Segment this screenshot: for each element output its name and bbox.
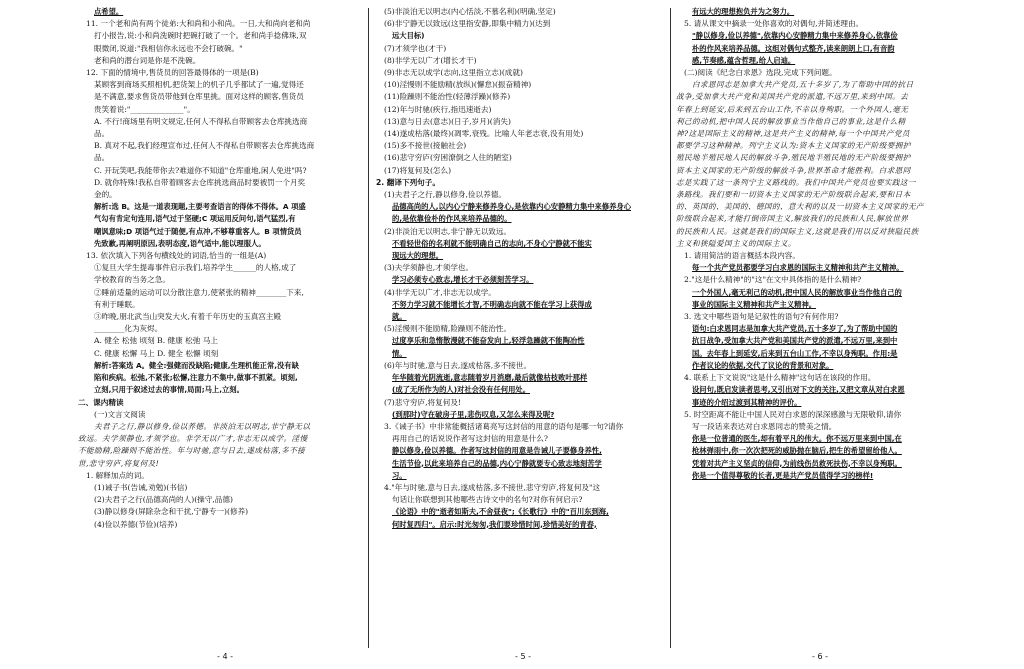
text-line: 12. 下面的情境中,售货员的回答最得体的一项是(B) bbox=[86, 68, 259, 78]
text-line: 句话让你联想到其他哪些古诗文中的名句?对你有何启示? bbox=[392, 495, 583, 505]
text-line: 事业的国际主义精神和共产主义精神。 bbox=[692, 299, 817, 309]
text-line: (9)非志无以成学(志向,这里指立志)(成就) bbox=[384, 68, 523, 78]
text-line: C. 健康 松懈 马上 D. 健全 松懈 顷刻 bbox=[94, 348, 219, 358]
text-line: 习。 bbox=[392, 470, 407, 480]
text-line: ①复旦大学生提毒事件启示我们,培养学生______的人格,成了 bbox=[94, 263, 297, 273]
text-line: 你是一位普通的医生,却有着平凡的伟大。你不远万里来到中国,在 bbox=[692, 434, 902, 444]
column-divider bbox=[368, 8, 369, 648]
text-line: A. 不行!商场里有明文规定,任何人不得私自带顾客去仓库挑选商 bbox=[94, 116, 308, 126]
text-line: (8)非学无以广才(增长才干) bbox=[384, 55, 477, 65]
text-line: 情。 bbox=[392, 348, 407, 358]
text-line: 条路线。我们要和一切资本主义国家的无产阶级联合起来,要和日本 bbox=[676, 190, 911, 200]
text-line: (6)非宁静无以致远(这里指安静,即集中精力)(达到 bbox=[384, 19, 551, 29]
text-line: 写一段话来表达对白求恩同志的赞美之情。 bbox=[692, 421, 837, 431]
text-line: 学习必须专心致志,增长才干必须刻苦学习。 bbox=[392, 275, 534, 285]
text-line: 学校教育的当务之急。 bbox=[94, 275, 170, 285]
text-line: 不能励精,险躁则不能治性。年与时驰,意与日去,遂成枯落,多不接 bbox=[78, 446, 306, 456]
text-line: 立刻,只用于叙述过去的事情,局面;马上,立刻。 bbox=[94, 385, 244, 395]
text-line: 某顾客到商场买照相机,把货架上的机子几乎都试了一遍,觉得还 bbox=[94, 80, 304, 90]
text-line: 的民族和人民。这就是我们的国际主义,这就是我们用以反对狭隘民族 bbox=[676, 226, 919, 236]
text-line: 设问句,既启发读者思考,又引出对下文的关注,又把文章从对白求恩 bbox=[692, 385, 905, 395]
text-line: 世,悲守穷庐,将复何及! bbox=[78, 458, 160, 468]
text-line: 的、英国的、美国的、德国的、意大利的以及一切资本主义国家的无产 bbox=[676, 202, 924, 212]
text-line: 金的。 bbox=[94, 190, 117, 200]
page-number: - 4 - bbox=[217, 652, 233, 661]
text-line: 13. 依次填入下列各句横线处的词语,恰当的一组是(A) bbox=[86, 251, 267, 261]
text-line: 白求恩同志是加拿大共产党员,五十多岁了,为了帮助中国的抗日 bbox=[692, 80, 914, 90]
text-line: 凭着对共产主义坚贞的信仰,为前线伤员救死扶伤,不幸以身殉职。 bbox=[692, 458, 902, 468]
text-line: (5)淫慢则不能励精,险躁则不能治性。 bbox=[384, 324, 512, 334]
text-line: 殖民地半殖民地人民的解放斗争,殖民地半殖民地的无产阶级要拥护 bbox=[676, 153, 911, 163]
text-line: 陷和疾病。松弛,不紧张;松懈,注意力不集中,做事不抓紧。顷刻, bbox=[94, 373, 298, 383]
text-line: (成了无所作为的人)对社会没有任何用处。 bbox=[392, 385, 531, 395]
text-line: 事迹的介绍过渡到其精神的评价。 bbox=[692, 397, 802, 407]
text-line: 解析:选 B。这是一道表现题,主要考查语言的得体不得体。A 项盛 bbox=[94, 202, 306, 212]
text-line: 都要学习这种精神。列宁主义认为:资本主义国家的无产阶级要拥护 bbox=[676, 141, 911, 151]
text-line: 利己的动机,把中国人民的解放事业当作他自己的事业,这是什么精 bbox=[676, 116, 906, 126]
text-line: 感,节奏感,蕴含哲理,给人启迪。 bbox=[692, 55, 796, 65]
text-line: 打小报告,说:小和尚洗碗时把碗打破了一个。老和尚手捻佛珠,双 bbox=[94, 31, 307, 41]
text-line: (14)遂成枯落(最终)(凋零,衰残。比喻人年老志衰,没有用处) bbox=[384, 129, 584, 139]
text-line: 生活节俭,以此来培养自己的品德,内心宁静就要专心致志地刻苦学 bbox=[392, 458, 602, 468]
text-line: D. 就你特殊!我私自带着顾客去仓库挑选商品时要被罚一个月奖 bbox=[94, 177, 306, 187]
text-line: (1)夫君子之行,静以修身,俭以养德。 bbox=[384, 190, 506, 200]
text-line: 每一个共产党员都要学习白求恩的国际主义精神和共产主义精神。 bbox=[692, 263, 904, 273]
text-line: 2. 翻译下列句子。 bbox=[376, 177, 440, 187]
page-number: - 6 - bbox=[812, 652, 828, 661]
text-line: C. 开玩笑吧,我能带你去?难道你不知道"仓库重地,闲人免进"吗? bbox=[94, 165, 307, 175]
text-line: 1. 解释加点的词。 bbox=[86, 470, 149, 480]
text-line: "静以修身,俭以养德",依靠内心安静精力集中来修养身心,依靠俭 bbox=[692, 31, 898, 41]
column-page-6 bbox=[676, 6, 960, 646]
text-line: (13)意与日去(意志)(日子,岁月)(消失) bbox=[384, 116, 511, 126]
text-line: 静以修身,俭以养德。作者写这封信的用意是告诫儿子要修身养性, bbox=[392, 446, 602, 456]
text-line: 夫君子之行,静以修身,俭以养德。非淡泊无以明志,非宁静无以 bbox=[94, 421, 311, 431]
column-page-4 bbox=[78, 6, 360, 646]
text-line: 眼微闭,说道:"我相信你永远也不会打破碗。" bbox=[94, 43, 243, 53]
text-line: 点希望。 bbox=[94, 7, 124, 16]
text-line: ________化为灰烬。 bbox=[94, 324, 163, 334]
text-line: (12)年与时驰(疾行,指迅速逝去) bbox=[384, 104, 492, 114]
text-line: 再用自己的话说说作者写这封信的用意是什么? bbox=[392, 434, 548, 444]
text-line: 一个外国人,毫无利己的动机,把中国人民的解放事业当作他自己的 bbox=[692, 287, 902, 297]
text-line: (到那时)守在破房子里,悲伤叹息,又怎么来得及呢? bbox=[392, 409, 555, 419]
text-line: 资本主义国家的无产阶级的解放斗争,世界革命才能胜利。白求恩同 bbox=[676, 165, 911, 175]
text-line: 气勾有肯定句连用,语气过于坚硬;C 项运用反问句,语气猛烈,有 bbox=[94, 214, 296, 224]
text-line: (17)将复何及(怎么) bbox=[384, 165, 452, 175]
text-line: (二)阅读《纪念白求恩》选段,完成下列问题。 bbox=[684, 68, 837, 78]
text-line: 贵笑着说:"______________"。 bbox=[94, 104, 195, 114]
text-line: 不看轻世俗的名利就不能明确自己的志向,不身心宁静就不能实 bbox=[392, 238, 592, 248]
text-line: 就。 bbox=[392, 312, 407, 322]
text-line: 语句:白求恩同志是加拿大共产党员,五十多岁了,为了帮助中国的 bbox=[692, 324, 898, 334]
text-line: 二、课内精读 bbox=[78, 397, 124, 407]
text-line: 1. 请用简洁的语言概括本段内容。 bbox=[684, 251, 800, 261]
text-line: 何时复西归"。启示:时光匆匆,我们要珍惜时间,珍惜美好的青春, bbox=[392, 519, 597, 529]
text-line: (3)静以修身(屏除杂念和干扰,宁静专一)(修养) bbox=[94, 507, 249, 517]
text-line: 2."这是什么精神"的"这"在文中具体指的是什么精神? bbox=[684, 275, 862, 285]
text-line: (7)悲守穷庐,将复何及! bbox=[384, 397, 461, 407]
text-line: (10)淫慢则不能励精(放纵)(懈怠)(振奋精神) bbox=[384, 80, 532, 90]
column-divider bbox=[670, 8, 671, 648]
text-line: 抗日战争,受加拿大共产党和美国共产党的派遣,不远万里,来到中 bbox=[692, 336, 898, 346]
text-line: (16)悲守穷庐(穷困潦倒之人住的陋室) bbox=[384, 153, 512, 163]
text-line: 5. 请从课文中摘录一处你喜欢的对偶句,并简述理由。 bbox=[684, 19, 864, 29]
text-line: 现远大的理想。 bbox=[392, 251, 444, 261]
text-line: 4."年与时驰,意与日去,遂成枯落,多不接世,悲守穷庐,将复何及"这 bbox=[384, 482, 601, 492]
text-line: B. 真对不起,我们经理宣布过,任何人不得私自带顾客去仓库挑选商 bbox=[94, 141, 315, 151]
text-line: (6)年与时驰,意与日去,遂成枯落,多不接世。 bbox=[384, 360, 532, 370]
text-line: 先致歉,再阐明原因,表明态度,语气适中,能以理服人。 bbox=[94, 238, 266, 248]
text-line: 是不满意,要求售货员带他到仓库里挑。面对这样的顾客,售货员 bbox=[94, 92, 304, 102]
text-line: (4)非学无以广才,非志无以成学。 bbox=[384, 287, 496, 297]
text-line: 朴的作风来培养品德。这组对偶句式整齐,读来朗朗上口,有音韵 bbox=[692, 43, 895, 53]
text-line: 致远。夫学须静也,才须学也。非学无以广才,非志无以成学。淫慢 bbox=[78, 434, 308, 444]
text-line: (1)诫子书(告诫,劝勉)(书信) bbox=[94, 482, 188, 492]
text-line: 品。 bbox=[94, 129, 110, 139]
text-line: 品德高尚的人,以内心宁静来修养身心,是依靠内心安静精力集中来修养身心 bbox=[392, 202, 632, 212]
text-line: 5. 时空距离不能让中国人民对白求恩的深深感激与无限敬仰,请你 bbox=[684, 409, 902, 419]
text-line: 神?这是国际主义的精神,这是共产主义的精神,每一个中国共产党员 bbox=[676, 129, 910, 139]
text-line: 3. 选文中哪些语句是记叙性的语句?有何作用? bbox=[684, 312, 839, 322]
text-line: 有远大的理想抱负并为之努力。 bbox=[692, 7, 795, 16]
text-line: A. 健全 松弛 顷刻 B. 健康 松弛 马上 bbox=[94, 336, 218, 346]
text-line: (一)文言文阅读 bbox=[94, 409, 146, 419]
text-line: 作者议论的依据,交代了议论的背景和对象。 bbox=[692, 360, 834, 370]
text-line: 有利于睡眠。 bbox=[94, 299, 140, 309]
text-line: 不努力学习就不能增长才智,不明确志向就不能在学习上获得成 bbox=[392, 299, 592, 309]
text-line: 主义和狭隘爱国主义的国际主义。 bbox=[676, 238, 796, 248]
text-line: (7)才须学也(才干) bbox=[384, 43, 447, 53]
text-line: (2)夫君子之行(品德高尚的人)(操守,品德) bbox=[94, 495, 233, 505]
text-line: 3.《诫子书》中非常能概括诸葛亮写这封信的用意的语句是哪一句?请你 bbox=[384, 421, 624, 431]
text-line: (3)夫学须静也,才须学也。 bbox=[384, 263, 474, 273]
text-line: 战争,受加拿大共产党和美国共产党的派遣,不远万里,来到中国。去 bbox=[676, 92, 909, 102]
text-line: 志是实践了这一条列宁主义路线的。我们中国共产党员也要实践这一 bbox=[676, 177, 916, 187]
text-line: 你是一个值得尊敬的长者,更是共产党员值得学习的榜样! bbox=[692, 470, 874, 480]
text-line: 远大目标) bbox=[392, 31, 425, 41]
text-line: 枪林弹雨中,你一次次把死的威胁抛在脑后,把生的希望留给他人。 bbox=[692, 446, 902, 456]
text-line: 年华随着光阴流逝,意志随着岁月消磨,最后就像枯枝败叶那样 bbox=[392, 373, 588, 383]
text-line: 品。 bbox=[94, 153, 110, 163]
text-line: (5)非淡泊无以明志(内心恬淡,不慕名利)(明确,坚定) bbox=[384, 7, 556, 16]
page-number: - 5 - bbox=[515, 652, 531, 661]
text-line: 过度享乐和急惰散漫就不能奋发向上,轻浮急躁就不能陶冶性 bbox=[392, 336, 585, 346]
text-line: (2)非淡泊无以明志,非宁静无以致远。 bbox=[384, 226, 512, 236]
text-line: ③昨晚,朋北武当山突发大火,有着千年历史的玉真宫主殿 bbox=[94, 312, 282, 322]
text-line: (4)俭以养德(节俭)(培养) bbox=[94, 519, 178, 529]
text-line: 年春上到延安,后来到五台山工作,不幸以身殉职。一个外国人,毫无 bbox=[676, 104, 909, 114]
text-line: 阶级联合起来,才能打倒帝国主义,解放我们的民族和人民,解放世界 bbox=[676, 214, 909, 224]
text-line: (11)险躁则不能治性(轻薄浮躁)(修养) bbox=[384, 92, 511, 102]
column-page-5 bbox=[376, 6, 666, 646]
text-line: ②睡前适量的运动可以分散注意力,使紧张的精神________下来, bbox=[94, 287, 304, 297]
text-line: 解析:答案选 A。健全:强健而没缺陷;健康,生理机能正常,没有缺 bbox=[94, 360, 299, 370]
text-line: 《论语》中的"逝者如斯夫,不舍昼夜";《长歌行》中的"百川东到海, bbox=[392, 507, 609, 517]
text-line: (15)多不接世(接触社会) bbox=[384, 141, 467, 151]
text-line: 老和尚的潜台词是你是不洗碗。 bbox=[94, 55, 201, 65]
text-line: 的,是依靠俭朴的作风来培养品德的。 bbox=[392, 214, 512, 224]
text-line: 4. 联系上下文说说"这是什么精神"这句话在该段的作用。 bbox=[684, 373, 876, 383]
text-line: 11. 一个老和尚有两个徒弟:大和尚和小和尚。一日,大和尚向老和尚 bbox=[86, 19, 311, 29]
text-line: 国。去年春上到延安,后来到五台山工作,不幸以身殉职。作用:是 bbox=[692, 348, 898, 358]
text-line: 嘲讽意味;D 项语气过于随便,有点冲,不够尊重客人。B 项情货员 bbox=[94, 226, 302, 236]
